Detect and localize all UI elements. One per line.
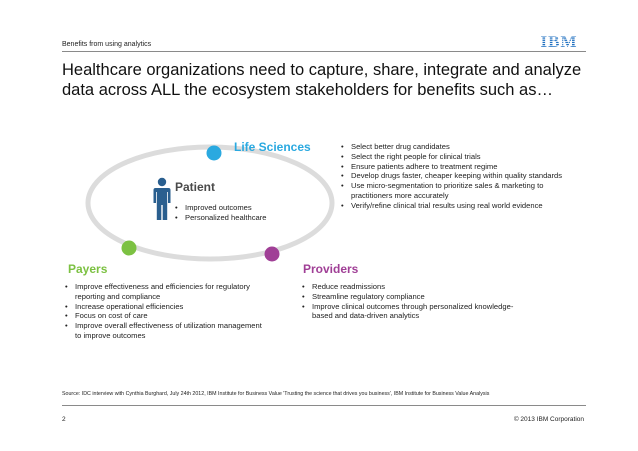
slide-title: Healthcare organizations need to capture, share, integrate and analyze data across ALL the ecosystem stakeholders for benefits such as…	[62, 61, 582, 99]
payers-benefits	[65, 282, 265, 341]
payers-dot	[122, 241, 137, 256]
life-sciences-title: Life Sciences	[234, 140, 311, 154]
list-item: • Reduce readmissions	[302, 282, 522, 292]
source-note: Source: IDC interview with Cynthia Burghard, July 24th 2012, IBM Institute for Business Value 'Trusting the science that drives you business', IBM Institute for Business Value Analysis	[62, 391, 490, 397]
life-sciences-benefits	[341, 142, 571, 211]
list-item: • Increase operational efficiencies	[65, 302, 265, 312]
footer-divider	[62, 405, 586, 406]
section-label: Benefits from using analytics	[62, 41, 152, 48]
ibm-logo-text: IBM	[540, 33, 578, 49]
list-item: • Improved outcomes	[175, 203, 295, 213]
payers-title: Payers	[68, 262, 108, 276]
copyright: © 2013 IBM Corporation	[513, 416, 584, 423]
list-item: • Verify/refine clinical trial results using real world evidence	[341, 201, 571, 211]
header-divider	[62, 51, 586, 52]
list-item: • Select better drug candidates	[341, 142, 571, 152]
ibm-logo	[538, 33, 580, 49]
person-icon	[154, 178, 171, 220]
list-item: • Select the right people for clinical trials	[341, 152, 571, 162]
list-item: • Improve overall effectiveness of utilization management to improve outcomes	[65, 321, 265, 341]
providers-benefits	[302, 282, 522, 321]
patient-benefits	[175, 203, 295, 223]
list-item: • Improve clinical outcomes through personalized knowledge-based and data-driven analytics	[302, 302, 522, 322]
providers-dot	[265, 247, 280, 262]
list-item: • Streamline regulatory compliance	[302, 292, 522, 302]
list-item: • Focus on cost of care	[65, 311, 265, 321]
patient-title: Patient	[175, 180, 216, 194]
list-item: • Use micro-segmentation to prioritize sales & marketing to practitioners more accurately	[341, 181, 571, 201]
providers-title: Providers	[303, 262, 359, 276]
page-number: 2	[62, 416, 66, 423]
life-sciences-dot	[207, 146, 222, 161]
list-item: • Improve effectiveness and efficiencies for regulatory reporting and compliance	[65, 282, 265, 302]
list-item: • Personalized healthcare	[175, 213, 295, 223]
list-item: • Ensure patients adhere to treatment regime	[341, 162, 571, 172]
list-item: • Develop drugs faster, cheaper keeping within quality standards	[341, 171, 571, 181]
